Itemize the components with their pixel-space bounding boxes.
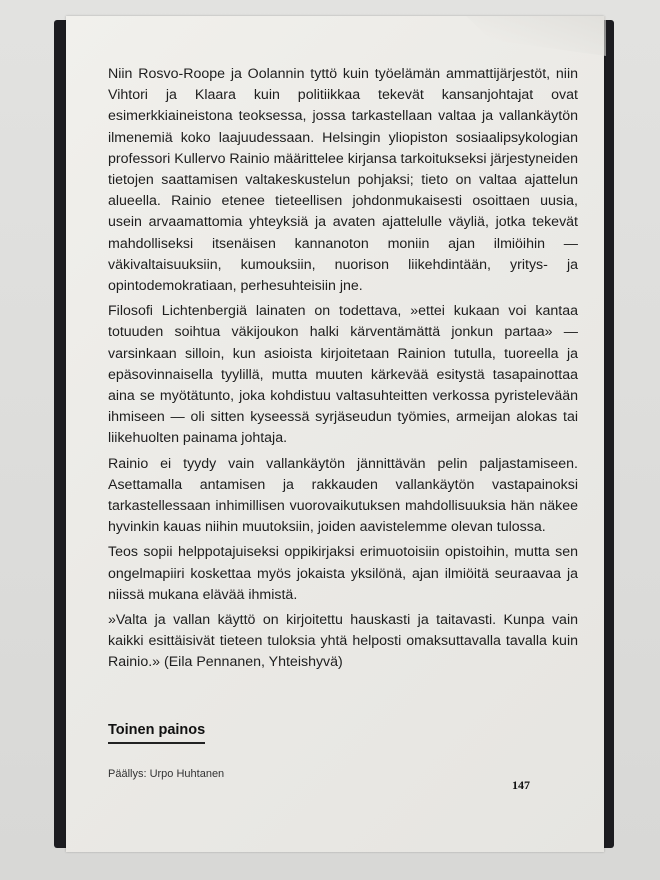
jacket-tear bbox=[466, 16, 606, 56]
paragraph-5: »Valta ja vallan käyttö on kirjoitettu hauskasti ja taitavasti. Kunpa vain kaikki esittäisivät tieteen tuloksia yhtä helposti omaksuttavalla tavalla kuin Rainio.» (Eila Pennanen, Yhteishyvä) bbox=[108, 612, 578, 671]
paragraph-3: Rainio ei tyydy vain vallankäytön jännittävän pelin paljastamiseen. Asettamalla antamisen ja rakkauden vallankäytön vastapainoksi tarkastellessaan inhimillisen vuorovaikutuksen mahdollisuuksia hän näkee hyvinkin kauas niihin muutoksiin, joiden aavistelemme olevan tulossa. bbox=[108, 455, 578, 536]
paragraph-1: Niin Rosvo-Roope ja Oolannin tyttö kuin työelämän ammattijärjestöt, niin Vihtori ja Klaara kuin politiikkaa tekevät kansanjohtajat ovat esimerkkiaineistona teoksessa, jossa tarkastellaan valtaa ja vallankäytön ilmenemiä koko laajuudessaan. Helsingin yliopiston sosiaalipsykologian professori Kullervo Rainio määrittelee kirjansa tarkoitukseksi järjestyneiden tietojen saattamisen valtakeskustelun pohjaksi; tieto on valtaa ajattelun alueella. Rainio etenee tieteellisen johdonmukaisesti osoittaen uusia, usein arvaamattomia yhteyksiä ja avaten ajattelulle väyliä, jotka tekevät mahdolliseksi itsenäisen kannanoton moniin ajan ilmiöihin — väkivaltaisuuksiin, kumouksiin, nuorison liikehdintään, yritys- ja opintodemokratiaan, perhesuhteisiin jne. bbox=[108, 66, 578, 295]
paragraph-2: Filosofi Lichtenbergiä lainaten on todettava, »ettei kukaan voi kantaa totuuden soihtua väkijoukon halki kärventämättä jonkun partaa» — varsinkaan silloin, kun asioista kirjoitetaan Rainion tutulla, tuoreella ja epäsovinnaisella tyylillä, mutta muuten kärkevää esitystä tasapainottaa aina se myötätunto, joka kohdistuu valtasuhteitten verkossa pyristelevään ihmiseen — oli sitten kyseessä syrjäseudun työmies, armeijan alokas tai liikehuolten painama johtaja. bbox=[108, 303, 578, 447]
dust-jacket-back bbox=[66, 16, 604, 852]
paragraph-4: Teos sopii helppotajuiseksi oppikirjaksi erimuotoisiin opistoihin, mutta sen ongelmapiiri koskettaa myös jokaista yksilönä, ajan ilmiöitä seuraavaa ja niissä mukana elävää ihmistä. bbox=[108, 544, 578, 603]
book-code: 147 bbox=[512, 778, 530, 792]
cover-credit: Päällys: Urpo Huhtanen bbox=[108, 768, 225, 780]
edition-label: Toinen painos bbox=[108, 722, 205, 744]
blurb-text bbox=[108, 64, 578, 678]
